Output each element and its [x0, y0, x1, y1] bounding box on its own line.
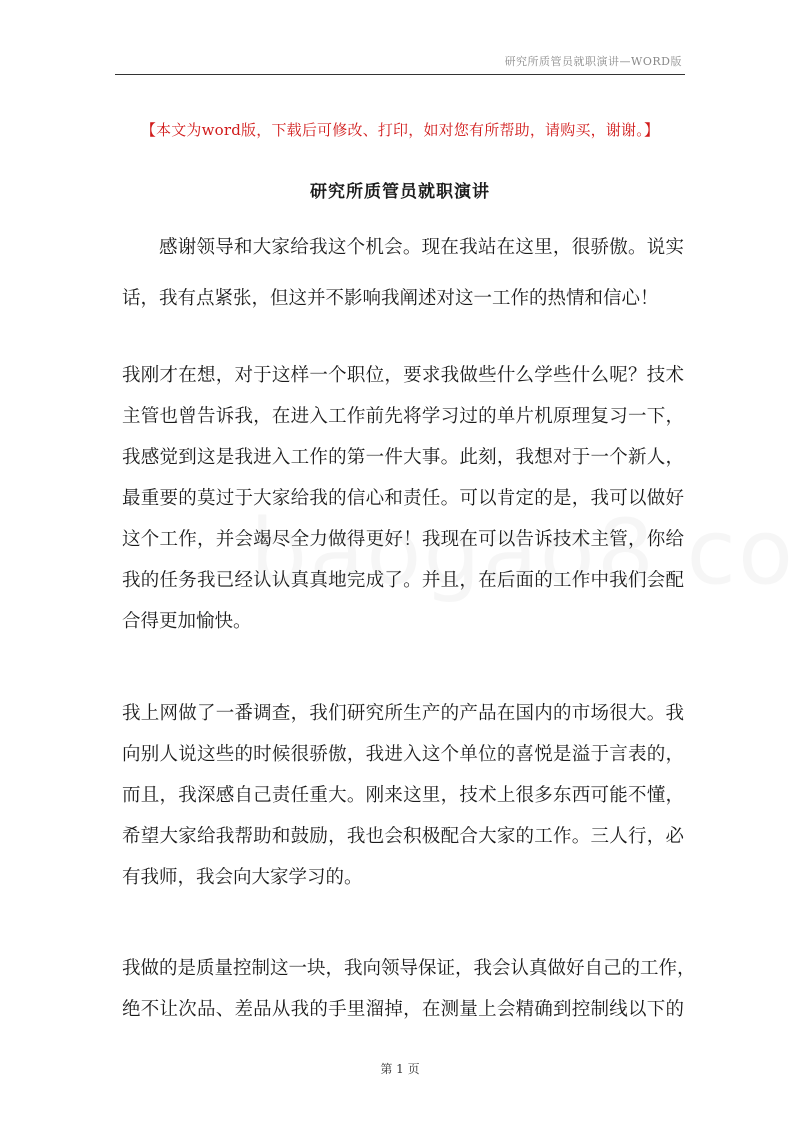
paragraph-3-line-1: 我上网做了一番调查，我们研究所生产的产品在国内的市场很大。我 [122, 703, 684, 724]
paragraph-2-line-7: 合得更加愉快。 [122, 611, 252, 632]
paragraph-2-line-5: 这个工作，并会竭尽全力做得更好！我现在可以告诉技术主管，你给 [122, 529, 684, 550]
paragraph-3-line-3: 而且，我深感自己责任重大。刚来这里，技术上很多东西可能不懂， [122, 785, 684, 806]
paragraph-4-line-1: 我做的是质量控制这一块，我向领导保证，我会认真做好自己的工作， [122, 958, 696, 979]
running-header: 研究所质管员就职演讲—WORD版 [504, 55, 682, 68]
paragraph-4-line-2: 绝不让次品、差品从我的手里溜掉，在测量上会精确到控制线以下的 [122, 999, 684, 1020]
page-number: 第 1 页 [380, 1062, 420, 1076]
paragraph-2-line-2: 主管也曾告诉我，在进入工作前先将学习过的单片机原理复习一下， [122, 406, 684, 427]
document-title: 研究所质管员就职演讲 [310, 182, 490, 202]
download-notice: 【本文为word版，下载后可修改、打印，如对您有所帮助，请购买，谢谢。】 [140, 121, 660, 139]
paragraph-3-line-2: 向别人说这些的时候很骄傲，我进入这个单位的喜悦是溢于言表的， [122, 744, 684, 765]
paragraph-3-line-4: 希望大家给我帮助和鼓励，我也会积极配合大家的工作。三人行，必 [122, 826, 684, 847]
paragraph-1-line-1: 感谢领导和大家给我这个机会。现在我站在这里，很骄傲。说实 [159, 237, 684, 258]
paragraph-2-line-6: 我的任务我已经认认真真地完成了。并且，在后面的工作中我们会配 [122, 570, 684, 591]
paragraph-2-line-4: 最重要的莫过于大家给我的信心和责任。可以肯定的是，我可以做好 [122, 488, 684, 509]
paragraph-1-line-2: 话，我有点紧张，但这并不影响我阐述对这一工作的热情和信心！ [122, 288, 659, 309]
paragraph-2-line-3: 我感觉到这是我进入工作的第一件大事。此刻，我想对于一个新人， [122, 447, 684, 468]
paragraph-2-line-1: 我刚才在想，对于这样一个职位，要求我做些什么学些什么呢？技术 [122, 365, 684, 386]
paragraph-3-line-5: 有我师，我会向大家学习的。 [122, 867, 363, 888]
